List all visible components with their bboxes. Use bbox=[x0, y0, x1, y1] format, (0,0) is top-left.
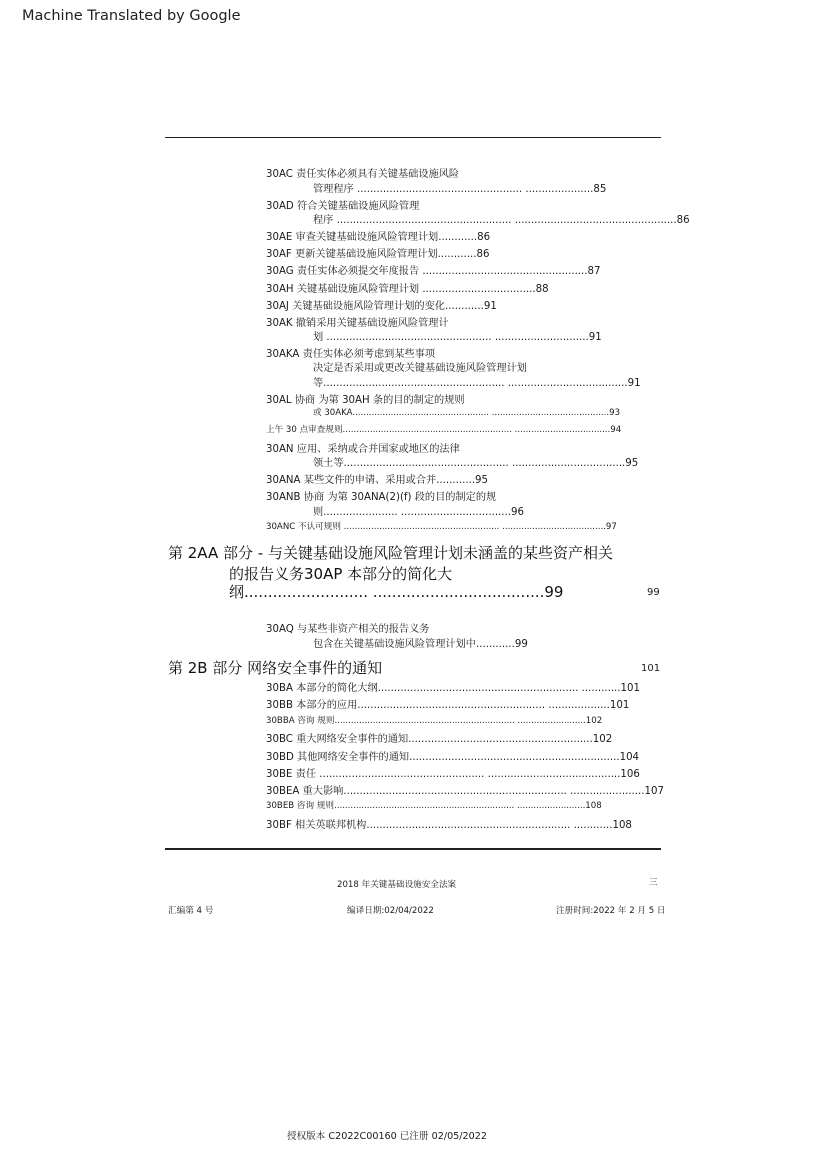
toc-entry-30am: 上午 30 点审查规则.............................................................. ...................................94 bbox=[266, 425, 622, 435]
toc-entry-30aka-line2: 决定是否采用或更改关键基础设施风险管理计划 bbox=[313, 363, 527, 374]
part-2b-page-number: 101 bbox=[641, 663, 661, 674]
part-2aa-page-number: 99 bbox=[647, 587, 660, 598]
toc-entry-30bc: 30BC 重大网络安全事件的通知.........................................................102 bbox=[266, 734, 613, 745]
toc-entry-30ae: 30AE 审查关键基础设施风险管理计划............86 bbox=[266, 232, 491, 243]
toc-entry-30anb-line2: 则....................... ..................................96 bbox=[313, 507, 524, 518]
footer-page-roman: 三 bbox=[649, 878, 658, 888]
toc-entry-30bea: 30BEA 重大影响..................................................................... .......................107 bbox=[266, 786, 664, 797]
footer-compiled-date: 编译日期:02/04/2022 bbox=[347, 906, 434, 916]
toc-entry-30aq-line2: 包含在关键基础设施风险管理计划中............99 bbox=[313, 639, 528, 650]
part-2aa-heading-line1: 第 2AA 部分 - 与关键基础设施风险管理计划未涵盖的某些资产相关 bbox=[168, 544, 613, 562]
machine-translation-banner: Machine Translated by Google bbox=[22, 8, 241, 24]
toc-entry-30bd: 30BD 其他网络安全事件的通知.................................................................104 bbox=[266, 752, 640, 763]
toc-entry-30aka-line3: 等........................................................ .....................................91 bbox=[313, 378, 641, 389]
toc-entry-30an-line2: 领土等................................................... ...................................95 bbox=[313, 458, 639, 469]
toc-entry-30aj: 30AJ 关键基础设施风险管理计划的变化............91 bbox=[266, 301, 497, 312]
toc-entry-30aq-line1: 30AQ 与某些非资产相关的报告义务 bbox=[266, 624, 430, 635]
toc-entry-30ana: 30ANA 某些文件的申请、采用或合并............95 bbox=[266, 475, 489, 486]
toc-entry-30aka-line1: 30AKA 责任实体必须考虑到某些事项 bbox=[266, 349, 436, 360]
toc-entry-30ad-line1: 30AD 符合关键基础设施风险管理 bbox=[266, 201, 420, 212]
toc-entry-30ac-line2: 管理程序 ................................................... .....................85 bbox=[313, 184, 607, 195]
authorised-version-notice: 授权版本 C2022C00160 已注册 02/05/2022 bbox=[287, 1131, 487, 1142]
toc-entry-30ad-line2: 程序 ...................................................... ..................................................86 bbox=[313, 215, 690, 226]
header-rule bbox=[165, 137, 661, 138]
toc-entry-30bf: 30BF 相关英联邦机构............................................................... ............108 bbox=[266, 820, 632, 831]
toc-entry-30af: 30AF 更新关键基础设施风险管理计划............86 bbox=[266, 249, 490, 260]
part-2aa-heading-line2: 的报告义务30AP 本部分的简化大 bbox=[229, 565, 453, 583]
toc-entry-30ac-line1: 30AC 责任实体必须具有关键基础设施风险 bbox=[266, 169, 460, 180]
toc-entry-30al-line1: 30AL 协商 为第 30AH 条的目的制定的规则 bbox=[266, 395, 465, 406]
toc-entry-30ag: 30AG 责任实体必须提交年度报告 ...................................................87 bbox=[266, 266, 601, 277]
toc-entry-30al-line2: 或 30AKA.................................................. ...........................................93 bbox=[313, 408, 621, 418]
toc-entry-30an-line1: 30AN 应用、采纳或合并国家或地区的法律 bbox=[266, 444, 460, 455]
footer-rule bbox=[165, 848, 661, 850]
part-2aa-heading-line3: 纲.......................... ....................................99 bbox=[229, 583, 564, 601]
toc-entry-30ba: 30BA 本部分的简化大纲.............................................................. ............101 bbox=[266, 683, 640, 694]
footer-registered-time: 注册时间:2022 年 2 月 5 日 bbox=[556, 906, 666, 916]
toc-entry-30ak-line2: 划 ................................................... .............................91 bbox=[313, 332, 602, 343]
toc-entry-30be: 30BE 责任 ................................................... .........................................106 bbox=[266, 769, 640, 780]
toc-entry-30beb: 30BEB 咨询 规则.................................................................. .........................108 bbox=[266, 801, 602, 811]
footer-compilation-number: 汇编第 4 号 bbox=[168, 906, 214, 916]
part-2b-heading: 第 2B 部分 网络安全事件的通知 bbox=[168, 659, 383, 677]
toc-entry-30anc: 30ANC 不认可规则 ......................................................... ......................................97 bbox=[266, 522, 617, 532]
toc-entry-30ak-line1: 30AK 撤销采用关键基础设施风险管理计 bbox=[266, 318, 449, 329]
footer-act-title: 2018 年关键基础设施安全法案 bbox=[337, 880, 457, 890]
toc-entry-30ah: 30AH 关键基础设施风险管理计划 ...................................88 bbox=[266, 284, 549, 295]
toc-entry-30bb: 30BB 本部分的应用.......................................................... ...................101 bbox=[266, 700, 630, 711]
toc-entry-30bba: 30BBA 咨询 规则.................................................................. .........................102 bbox=[266, 716, 603, 726]
toc-entry-30anb-line1: 30ANB 协商 为第 30ANA(2)(f) 段的目的制定的规 bbox=[266, 492, 497, 503]
